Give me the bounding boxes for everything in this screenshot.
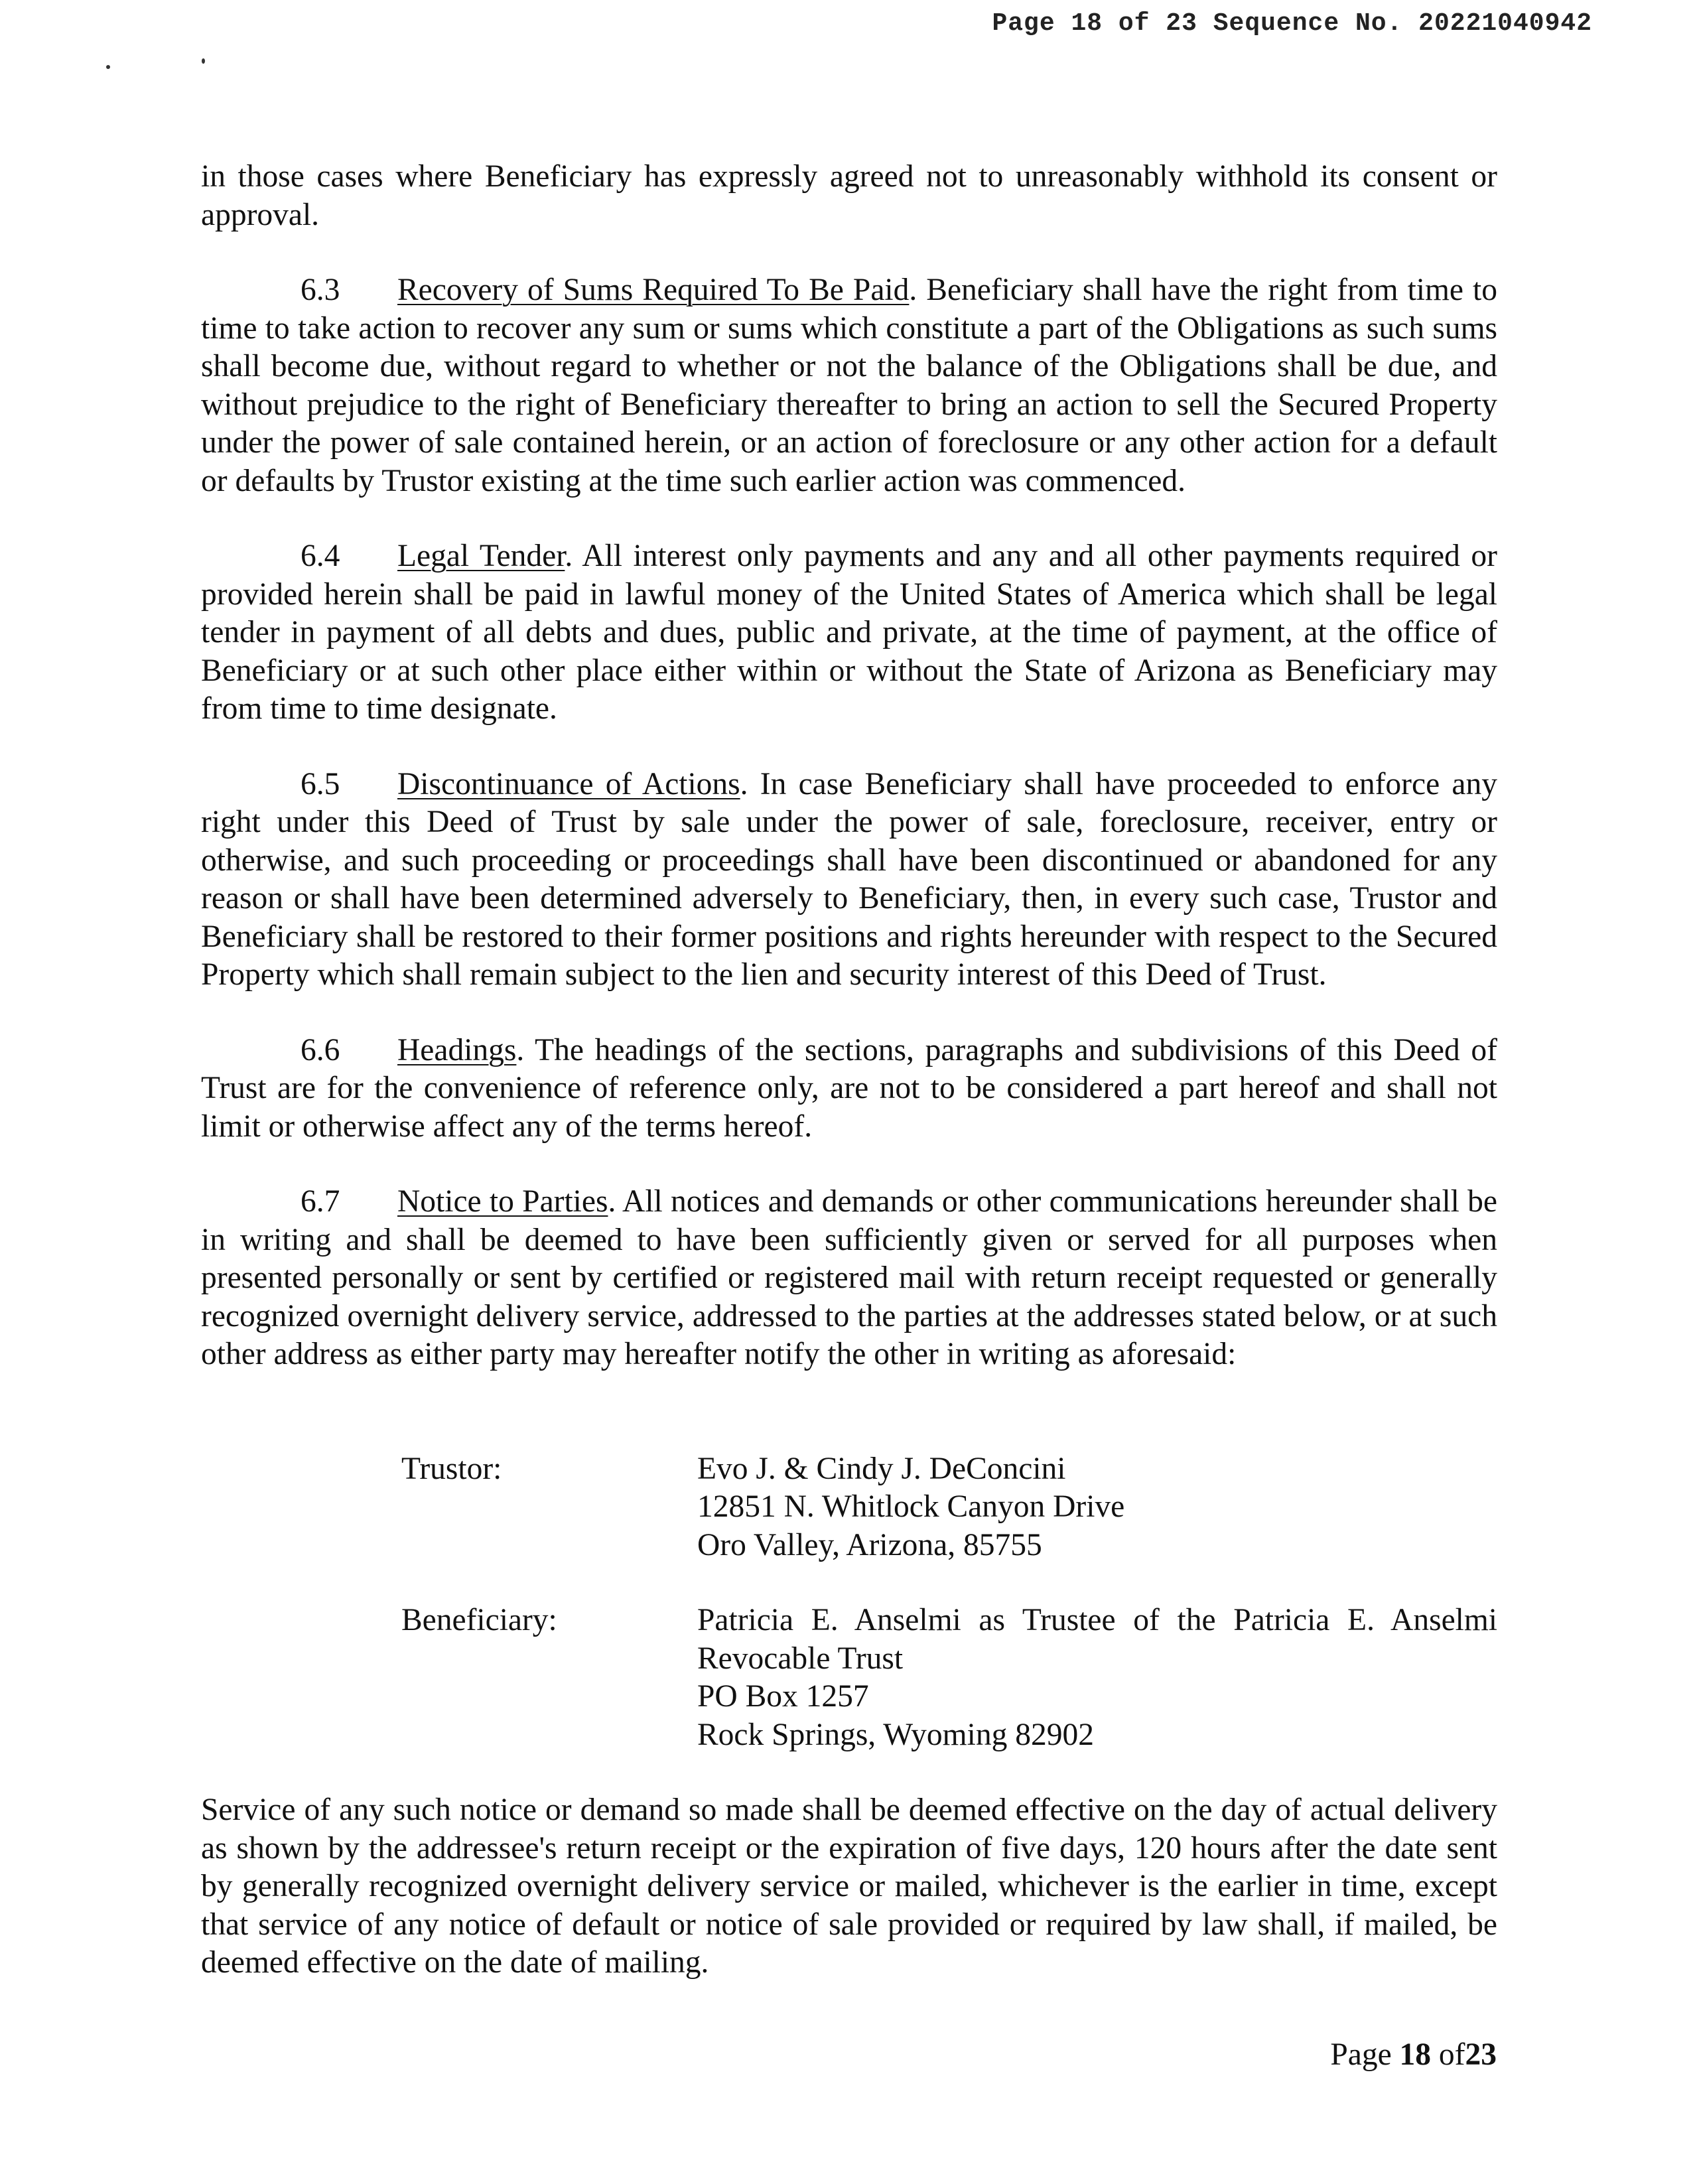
- scan-speck: [202, 58, 205, 64]
- section-heading: Legal Tender: [397, 539, 565, 573]
- section-6-4: [201, 537, 1497, 728]
- footer-page-word: Page: [1330, 2037, 1392, 2072]
- address-line: Rock Springs, Wyoming 82902: [697, 1717, 1094, 1752]
- beneficiary-label: Beneficiary:: [401, 1603, 557, 1637]
- section-body: . In case Beneficiary shall have proceeded to enforce any right under this Deed of Trust by sale under the power of sale, foreclosure, receiver, entry or otherwise, and such proceeding or proceedings shall have been discontinued or abandoned for any reason or shall have been determined adversely to Beneficiary, then, in every such case, Trustor and Beneficiary shall be restored to their former positions and rights hereunder with respect to the Secured Property which shall remain subject to the lien and security interest of this Deed of Trust.: [201, 766, 1497, 992]
- address-line: 12851 N. Whitlock Canyon Drive: [697, 1489, 1125, 1524]
- trustor-address-lines: [697, 1450, 1497, 1565]
- address-line: Evo J. & Cindy J. DeConcini: [697, 1451, 1066, 1486]
- page-footer: [1330, 2037, 1497, 2073]
- section-number: 6.4: [301, 539, 340, 573]
- address-line: PO Box 1257: [697, 1679, 869, 1714]
- section-number: 6.3: [301, 273, 340, 307]
- footer-page-total: 23: [1465, 2037, 1497, 2072]
- section-heading: Headings: [397, 1032, 517, 1067]
- section-body: . All interest only payments and any and all other payments required or provided herein shall be paid in lawful money of the United States of America which shall be legal tender in payment of all debts and dues, public and private, at the time of payment, at the office of Beneficiary or at such other place either within or without the State of Arizona as Beneficiary may from time to time designate.: [201, 539, 1497, 726]
- address-line: Revocable Trust: [697, 1641, 904, 1676]
- section-6-7: [201, 1183, 1497, 1374]
- trustor-label: Trustor:: [401, 1451, 502, 1486]
- section-body: . All notices and demands or other communications hereunder shall be in writing and shall be deemed to have been sufficiently given or served for all purposes when presented personally or sent by certified or registered mail with return receipt requested or generally recognized overnight delivery service, addressed to the parties at the addresses stated below, or at such other address as either party may hereafter notify the other in writing as aforesaid:: [201, 1184, 1497, 1371]
- section-heading: Notice to Parties: [397, 1184, 608, 1219]
- scan-speck: [106, 65, 110, 69]
- beneficiary-address-lines: [697, 1602, 1497, 1754]
- section-body: . The headings of the sections, paragraphs and subdivisions of this Deed of Trust are for the convenience of reference only, are not to be considered a part hereof and shall not limit or otherwise affect any of the terms hereof.: [201, 1032, 1497, 1144]
- section-number: 6.5: [301, 766, 340, 801]
- trustor-address: [201, 1450, 1497, 1565]
- section-body: . Beneficiary shall have the right from time to time to take action to recover any sum or sums which constitute a part of the Obligations as such sums shall become due, without regard to whether or not the balance of the Obligations shall be due, and without prejudice to the right of Beneficiary thereafter to bring an action to sell the Secured Property under the power of sale contained herein, or an action of foreclosure or any other action for a default or defaults by Trustor existing at the time such earlier action was commenced.: [201, 273, 1497, 498]
- section-number: 6.6: [301, 1032, 340, 1067]
- closing-paragraph: Service of any such notice or demand so made shall be deemed effective on the day of actual delivery as shown by the addressee's return receipt or the expiration of five days, 120 hours after the date sent by generally recognized overnight delivery service or mailed, whichever is the earlier in time, except that service of any notice of default or notice of sale provided or required by law shall, if mailed, be deemed effective on the date of mailing.: [201, 1793, 1497, 1980]
- section-number: 6.7: [301, 1184, 340, 1219]
- section-heading: Discontinuance of Actions: [397, 766, 740, 801]
- footer-of-word: of: [1438, 2037, 1465, 2072]
- section-heading: Recovery of Sums Required To Be Paid: [397, 273, 910, 307]
- section-6-3: [201, 271, 1497, 500]
- address-block: [201, 1450, 1497, 1755]
- beneficiary-address: [201, 1602, 1497, 1754]
- opening-paragraph: in those cases where Beneficiary has expressly agreed not to unreasonably withhold its consent or approval.: [201, 159, 1497, 232]
- address-line: Oro Valley, Arizona, 85755: [697, 1527, 1042, 1562]
- document-body: [201, 158, 1497, 1982]
- page-sequence-header: Page 18 of 23 Sequence No. 20221040942: [992, 9, 1592, 38]
- section-6-6: [201, 1032, 1497, 1146]
- address-line: Patricia E. Anselmi as Trustee of the Patricia E. Anselmi: [697, 1603, 1497, 1637]
- section-6-5: [201, 766, 1497, 994]
- footer-page-number: 18: [1399, 2037, 1432, 2072]
